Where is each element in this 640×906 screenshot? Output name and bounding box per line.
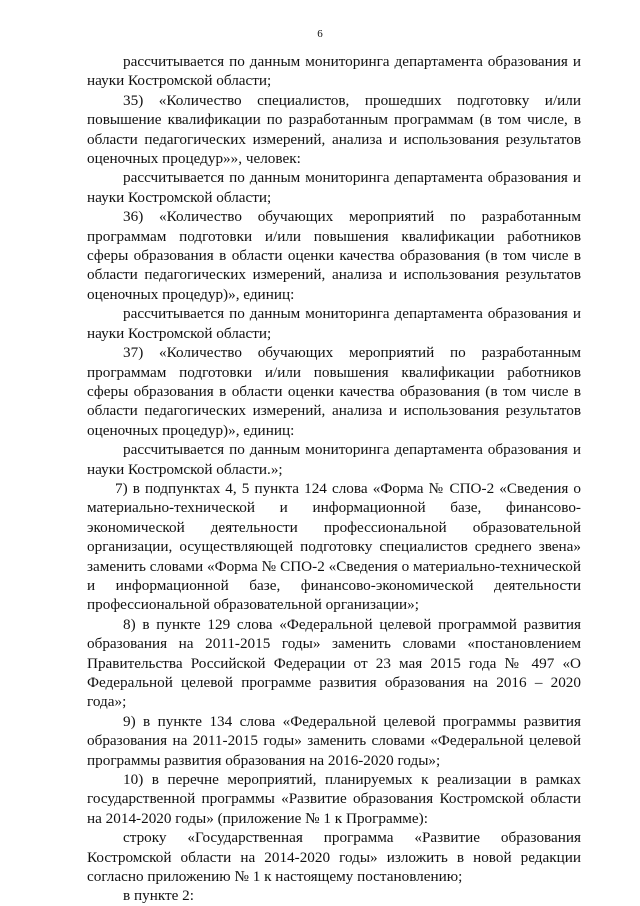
- paragraph: 8) в пункте 129 слова «Федеральной целевой программой развития образования на 2011-2015 годы» заменить словами «постановлением Правительства Российской Федерации от 23 мая 2015 года № 497 «О Федеральной целевой программе развития образования на 2016 – 2020 года»;: [87, 615, 581, 711]
- paragraph: строку «Государственная программа «Развитие образования Костромской области на 2014-2020 годы» изложить в новой редакции согласно приложению № 1 к настоящему постановлению;: [87, 829, 581, 886]
- paragraph: 35) «Количество специалистов, прошедших подготовку и/или повышение квалификации по разработанным программам (в том числе, в области педагогических измерений, анализа и использования результатов оценочных процедур»», человек:: [87, 91, 581, 168]
- paragraph: в пункте 2:: [123, 887, 194, 905]
- paragraph: 10) в перечне мероприятий, планируемых к реализации в рамках государственной программы «Развитие образования Костромской области на 2014-2020 годы» (приложение № 1 к Программе):: [87, 771, 581, 827]
- page-number: 6: [317, 28, 323, 40]
- paragraph: рассчитывается по данным мониторинга департамента образования и науки Костромской области;: [87, 169, 581, 206]
- paragraph: 9) в пункте 134 слова «Федеральной целевой программы развития образования на 2011-2015 годы» заменить словами «Федеральной целевой программы развития образования на 2016-2020 годы»;: [87, 712, 581, 769]
- paragraph: рассчитывается по данным мониторинга департамента образования и науки Костромской области;: [87, 305, 581, 342]
- document-body: [87, 52, 581, 906]
- paragraph: рассчитывается по данным мониторинга департамента образования и науки Костромской области.»;: [87, 441, 581, 478]
- paragraph: рассчитывается по данным мониторинга департамента образования и науки Костромской области;: [87, 53, 581, 90]
- paragraph: 7) в подпунктах 4, 5 пункта 124 слова «Форма № СПО-2 «Сведения о материально-технической и информационной базе, финансово-экономической деятельности профессиональной образовательной организации, осуществляющей подготовку специалистов среднего звена» заменить словами «Форма № СПО-2 «Сведения о материально-технической и информационной базе, финансово-экономической деятельности профессиональной образовательной организации»;: [87, 479, 581, 614]
- paragraph: 36) «Количество обучающих мероприятий по разработанным программам подготовки и/или повышения квалификации работников сферы образования в области оценки качества образования (в том числе в области педагогических измерений, анализа и использования результатов оценочных процедур)», единиц:: [87, 208, 581, 303]
- paragraph: 37) «Количество обучающих мероприятий по разработанным программам подготовки и/или повышения квалификации работников сферы образования в области оценки качества образования (в том числе в области педагогических измерений, анализа и использования результатов оценочных процедур)», единиц:: [87, 344, 581, 439]
